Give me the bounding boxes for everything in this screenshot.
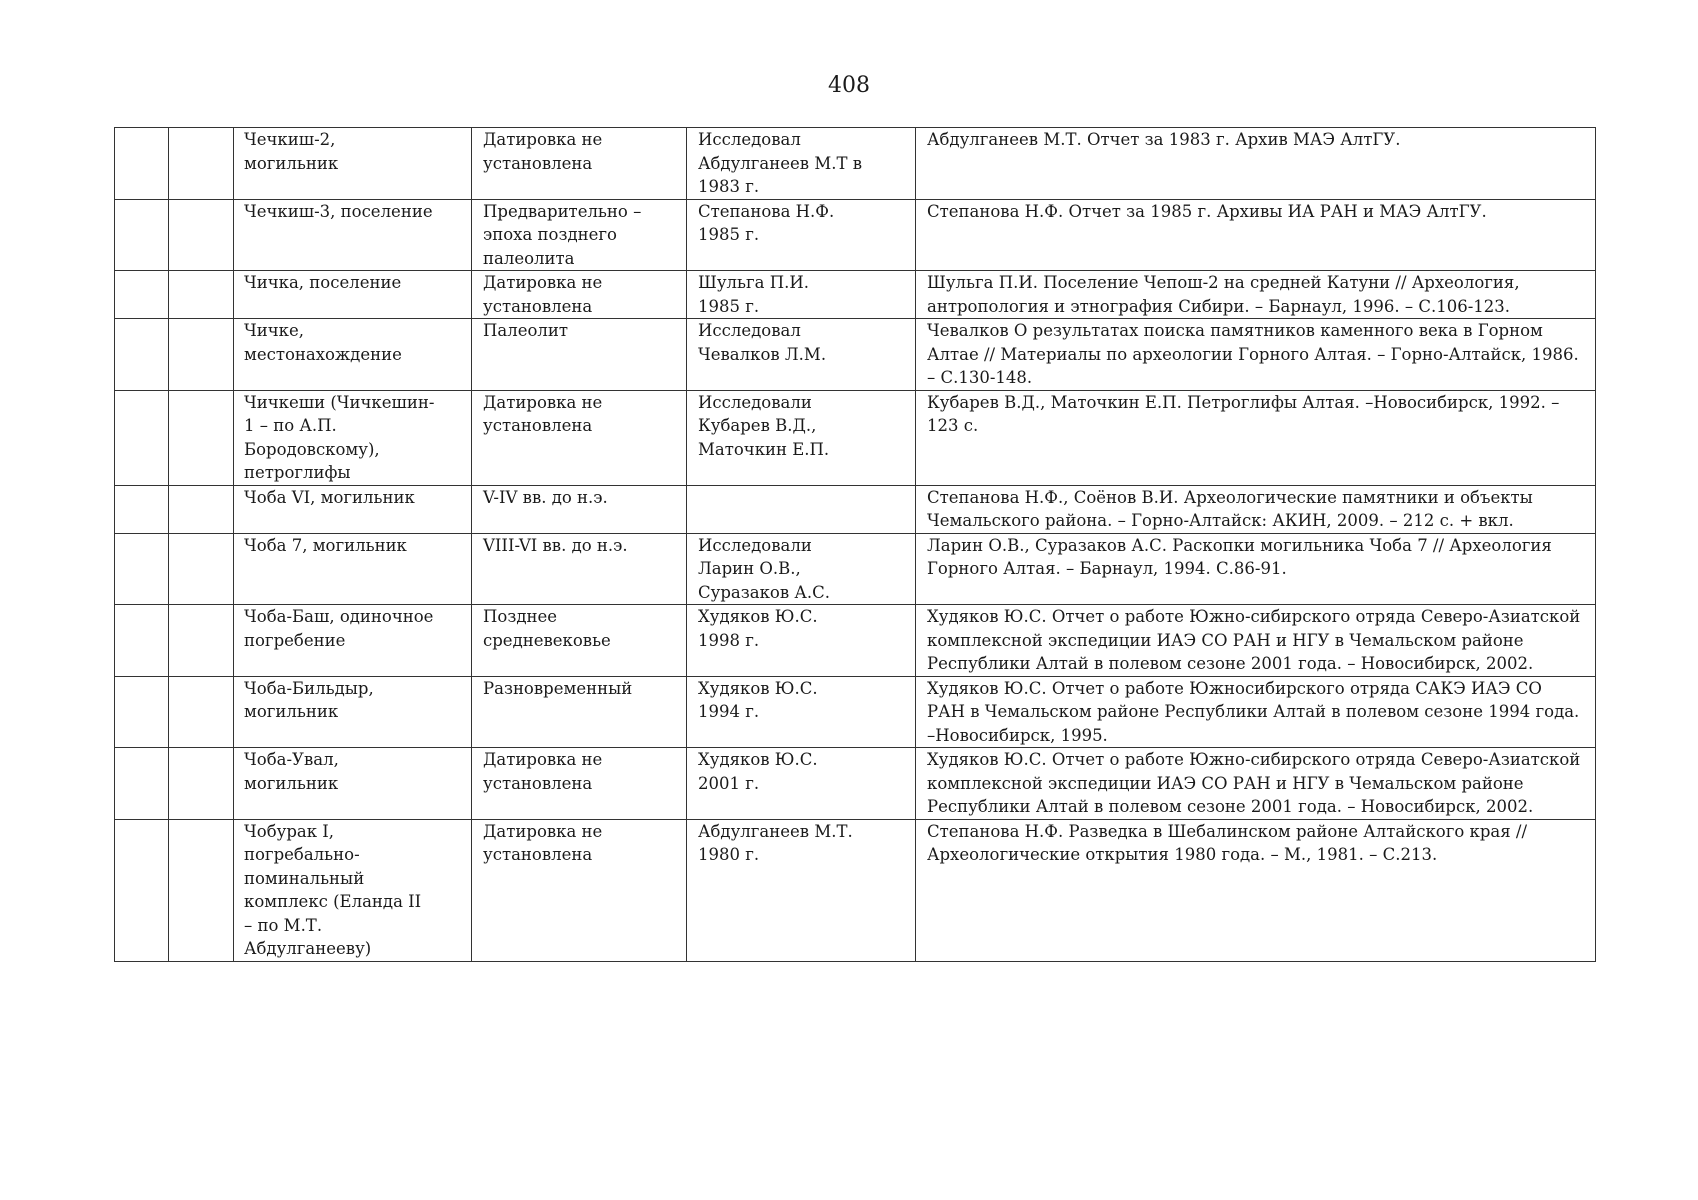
cell-line: Ларин О.В., Суразаков А.С. Раскопки могильника Чоба 7 // Археология — [927, 535, 1552, 555]
cell-line: Чоба-Баш, одиночное — [244, 607, 434, 626]
cell-line: Исследовал — [698, 130, 801, 149]
cell-line: Ларин О.В., — [698, 559, 801, 578]
researcher-cell — [687, 199, 916, 271]
source-cell — [916, 128, 1596, 200]
site-name-cell — [234, 676, 472, 748]
cell-line: Республики Алтай в полевом сезоне 2001 года. – Новосибирск, 2002. — [927, 797, 1534, 816]
dating-cell — [472, 533, 687, 605]
cell-line: Степанова Н.Ф. Разведка в Шебалинском районе Алтайского края // — [927, 821, 1528, 841]
cell-line: установлена — [483, 845, 593, 864]
researcher-cell — [687, 390, 916, 485]
monuments-table-body — [115, 128, 1596, 962]
cell-line: Датировка не — [483, 821, 603, 841]
cell-line: Республики Алтай в полевом сезоне 2001 года. – Новосибирск, 2002. — [927, 654, 1534, 673]
site-name-cell — [234, 319, 472, 391]
number-cell — [115, 319, 169, 391]
cell-line: Худяков Ю.С. Отчет о работе Южно-сибирского отряда Северо-Азиатской — [927, 607, 1581, 626]
cell-line: комплексной экспедиции ИАЭ СО РАН и НГУ в Чемальском районе — [927, 773, 1524, 793]
researcher-cell — [687, 485, 916, 533]
cell-line: Датировка не — [483, 392, 603, 412]
cell-line: поминальный — [244, 868, 365, 888]
cell-line: Кубарев В.Д., — [698, 416, 817, 435]
table-row — [115, 128, 1596, 200]
cell-line: 1983 г. — [698, 177, 760, 196]
cell-line: Абдулганеев М.Т. — [698, 821, 853, 841]
researcher-cell — [687, 319, 916, 391]
site-name-cell — [234, 533, 472, 605]
cell-line: Исследовал — [698, 321, 801, 340]
cell-line: Датировка не — [483, 130, 603, 149]
number-cell — [115, 819, 169, 961]
cell-line: Худяков Ю.С. — [698, 678, 818, 698]
source-cell — [916, 199, 1596, 271]
researcher-cell — [687, 128, 916, 200]
cell-line: VIII-VI вв. до н.э. — [483, 535, 628, 555]
source-cell — [916, 319, 1596, 391]
cell-line: Чоба-Увал, — [244, 750, 339, 769]
cell-line: палеолита — [483, 248, 575, 268]
subnumber-cell — [169, 128, 234, 200]
source-cell — [916, 748, 1596, 820]
cell-line: комплексной экспедиции ИАЭ СО РАН и НГУ в Чемальском районе — [927, 630, 1524, 650]
cell-line: Степанова Н.Ф., Соёнов В.И. Археологические памятники и объекты — [927, 487, 1533, 507]
number-cell — [115, 128, 169, 200]
subnumber-cell — [169, 605, 234, 677]
cell-line: Худяков Ю.С. — [698, 750, 818, 769]
dating-cell — [472, 271, 687, 319]
table-row — [115, 390, 1596, 485]
cell-line: 1 – по А.П. — [244, 416, 337, 435]
cell-line: Датировка не — [483, 750, 603, 769]
number-cell — [115, 605, 169, 677]
site-name-cell — [234, 128, 472, 200]
dating-cell — [472, 605, 687, 677]
subnumber-cell — [169, 319, 234, 391]
cell-line: 2001 г. — [698, 773, 760, 793]
cell-line: Чичке, — [244, 321, 304, 340]
table-row — [115, 199, 1596, 271]
page-number: 408 — [828, 73, 870, 98]
cell-line: Чобурак I, — [244, 821, 335, 841]
subnumber-cell — [169, 533, 234, 605]
cell-line: установлена — [483, 416, 593, 435]
researcher-cell — [687, 676, 916, 748]
table-row — [115, 319, 1596, 391]
cell-line: 1994 г. — [698, 702, 760, 721]
cell-line: погребение — [244, 630, 346, 650]
cell-line: могильник — [244, 773, 339, 793]
cell-line: Чоба VI, могильник — [244, 487, 415, 507]
cell-line: Чоба 7, могильник — [244, 535, 407, 555]
table-row — [115, 748, 1596, 820]
cell-line: Исследовали — [698, 535, 812, 555]
cell-line: установлена — [483, 153, 593, 173]
cell-line: Чевалков О результатах поиска памятников каменного века в Горном — [927, 321, 1543, 340]
cell-line: Разновременный — [483, 678, 633, 698]
cell-line: могильник — [244, 702, 339, 721]
dating-cell — [472, 199, 687, 271]
cell-line: Чечкиш-3, поселение — [244, 201, 433, 221]
subnumber-cell — [169, 748, 234, 820]
subnumber-cell — [169, 390, 234, 485]
number-cell — [115, 533, 169, 605]
dating-cell — [472, 676, 687, 748]
cell-line: Исследовали — [698, 392, 812, 412]
cell-line: V-IV вв. до н.э. — [483, 487, 608, 507]
cell-line: Чичкеши (Чичкешин- — [244, 392, 435, 412]
cell-line: 123 с. — [927, 416, 979, 435]
cell-line: Предварительно – — [483, 201, 642, 221]
cell-line: 1998 г. — [698, 630, 760, 650]
cell-line: Шульга П.И. Поселение Чепош-2 на средней Катуни // Археология, — [927, 273, 1520, 292]
site-name-cell — [234, 485, 472, 533]
cell-line: Чоба-Бильдыр, — [244, 678, 374, 698]
number-cell — [115, 676, 169, 748]
number-cell — [115, 748, 169, 820]
source-cell — [916, 676, 1596, 748]
researcher-cell — [687, 819, 916, 961]
cell-line: Суразаков А.С. — [698, 582, 830, 602]
dating-cell — [472, 390, 687, 485]
table-row — [115, 819, 1596, 961]
cell-line: Позднее — [483, 607, 558, 626]
subnumber-cell — [169, 485, 234, 533]
table-row — [115, 533, 1596, 605]
cell-line: антропология и этнография Сибири. – Барнаул, 1996. – С.106-123. — [927, 296, 1511, 316]
cell-line: петроглифы — [244, 463, 351, 482]
cell-line: –Новосибирск, 1995. — [927, 725, 1108, 745]
dating-cell — [472, 128, 687, 200]
site-name-cell — [234, 271, 472, 319]
cell-line: Абдулганееву) — [244, 939, 372, 958]
site-name-cell — [234, 390, 472, 485]
cell-line: 1985 г. — [698, 296, 760, 316]
table-row — [115, 676, 1596, 748]
cell-line: Чечкиш-2, — [244, 130, 336, 149]
cell-line: Палеолит — [483, 321, 569, 340]
source-cell — [916, 390, 1596, 485]
dating-cell — [472, 485, 687, 533]
cell-line: Горного Алтая. – Барнаул, 1994. С.86-91. — [927, 559, 1287, 578]
cell-line: Степанова Н.Ф. — [698, 201, 835, 221]
researcher-cell — [687, 271, 916, 319]
subnumber-cell — [169, 199, 234, 271]
monuments-table — [114, 127, 1596, 962]
dating-cell — [472, 319, 687, 391]
subnumber-cell — [169, 819, 234, 961]
cell-line: Худяков Ю.С. Отчет о работе Южносибирского отряда САКЭ ИАЭ СО — [927, 678, 1542, 698]
site-name-cell — [234, 748, 472, 820]
cell-line: Бородовскому), — [244, 439, 380, 459]
cell-line: установлена — [483, 773, 593, 793]
cell-line: комплекс (Еланда II — [244, 892, 422, 911]
cell-line: Маточкин Е.П. — [698, 439, 830, 459]
dating-cell — [472, 748, 687, 820]
number-cell — [115, 199, 169, 271]
cell-line: Абдулганеев М.Т в — [698, 153, 863, 173]
researcher-cell — [687, 748, 916, 820]
cell-line: Степанова Н.Ф. Отчет за 1985 г. Архивы ИА РАН и МАЭ АлтГУ. — [927, 201, 1487, 221]
source-cell — [916, 271, 1596, 319]
cell-line: Чемальского района. – Горно-Алтайск: АКИН, 2009. – 212 с. + вкл. — [927, 511, 1514, 530]
cell-line: – С.130-148. — [927, 368, 1033, 387]
cell-line: Чевалков Л.М. — [698, 344, 827, 364]
cell-line: Археологические открытия 1980 года. – М., 1981. – С.213. — [927, 845, 1438, 864]
table-row — [115, 271, 1596, 319]
site-name-cell — [234, 199, 472, 271]
cell-line: Худяков Ю.С. — [698, 607, 818, 626]
cell-line: Худяков Ю.С. Отчет о работе Южно-сибирского отряда Северо-Азиатской — [927, 750, 1581, 769]
source-cell — [916, 485, 1596, 533]
cell-line: 1985 г. — [698, 225, 760, 244]
cell-line: Датировка не — [483, 273, 603, 292]
cell-line: погребально- — [244, 845, 360, 864]
cell-line: Абдулганеев М.Т. Отчет за 1983 г. Архив МАЭ АлтГУ. — [927, 130, 1401, 149]
researcher-cell — [687, 605, 916, 677]
source-cell — [916, 533, 1596, 605]
number-cell — [115, 390, 169, 485]
cell-line: могильник — [244, 153, 339, 173]
cell-line: РАН в Чемальском районе Республики Алтай в полевом сезоне 1994 года. — [927, 702, 1580, 721]
cell-line: местонахождение — [244, 344, 402, 364]
cell-line: Кубарев В.Д., Маточкин Е.П. Петроглифы Алтая. –Новосибирск, 1992. – — [927, 392, 1560, 412]
number-cell — [115, 485, 169, 533]
cell-line: – по М.Т. — [244, 915, 323, 935]
dating-cell — [472, 819, 687, 961]
site-name-cell — [234, 605, 472, 677]
site-name-cell — [234, 819, 472, 961]
number-cell — [115, 271, 169, 319]
table-row — [115, 485, 1596, 533]
source-cell — [916, 605, 1596, 677]
table-row — [115, 605, 1596, 677]
cell-line: 1980 г. — [698, 845, 760, 864]
researcher-cell — [687, 533, 916, 605]
cell-line: Чичка, поселение — [244, 273, 402, 292]
subnumber-cell — [169, 676, 234, 748]
source-cell — [916, 819, 1596, 961]
cell-line: Шульга П.И. — [698, 273, 809, 292]
cell-line: установлена — [483, 296, 593, 316]
cell-line: средневековье — [483, 630, 611, 650]
cell-line: эпоха позднего — [483, 225, 617, 244]
subnumber-cell — [169, 271, 234, 319]
cell-line: Алтае // Материалы по археологии Горного Алтая. – Горно-Алтайск, 1986. — [927, 344, 1579, 364]
